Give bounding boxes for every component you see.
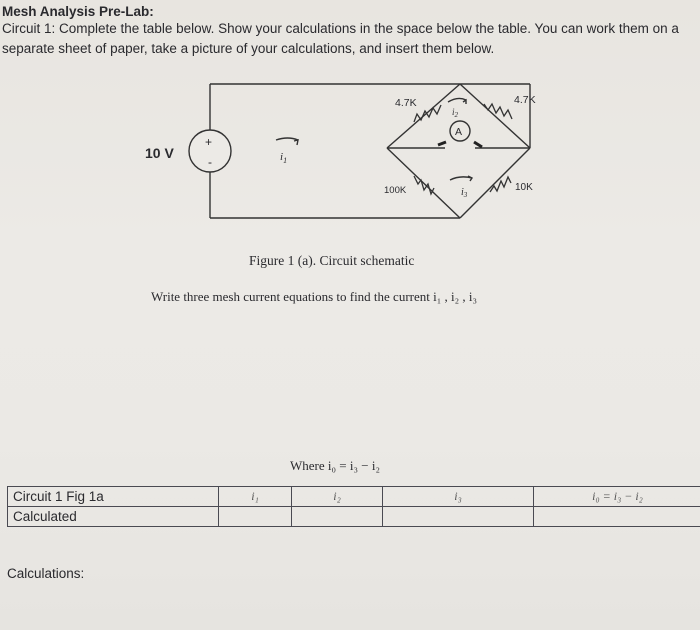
results-table xyxy=(7,486,700,527)
label-r-top-left: 4.7K xyxy=(395,97,417,109)
source-minus-sign: - xyxy=(208,155,212,169)
ammeter-terminal-left xyxy=(438,142,446,145)
lab-title: Mesh Analysis Pre-Lab: xyxy=(2,4,154,19)
mesh1-label: $i_1$ xyxy=(280,151,288,165)
resistor-bottom-left xyxy=(414,176,434,194)
mesh3-arrow-icon xyxy=(450,177,472,180)
mesh3-arrowhead-icon xyxy=(468,176,472,181)
label-r-top-right: 4.7K xyxy=(514,94,536,106)
cell-i0-value[interactable] xyxy=(534,507,700,527)
intro-line-1: Circuit 1: Complete the table below. Show your calculations in the space below the table. You can work them on a xyxy=(2,21,679,36)
label-r-bottom-right: 10K xyxy=(515,182,533,193)
mesh3-label: $i_3$ xyxy=(461,187,468,199)
row-label-circuit: Circuit 1 Fig 1a xyxy=(8,487,219,507)
cell-i1-value[interactable] xyxy=(219,507,292,527)
ammeter-label: A xyxy=(455,126,463,138)
circuit-schematic xyxy=(0,0,700,250)
cell-i2-value[interactable] xyxy=(292,507,383,527)
where-equation: Where i₀ = i₃ − i₂ xyxy=(290,458,380,473)
resistor-top-right xyxy=(484,104,512,119)
header-i3: i₃ xyxy=(383,487,534,507)
mesh1-arrow-icon xyxy=(276,138,298,140)
table-row-calculated xyxy=(8,507,700,527)
source-plus-sign: + xyxy=(205,135,213,149)
mesh2-arrowhead-icon xyxy=(463,100,466,104)
mesh-equation-instruction: Write three mesh current equations to find the current i₁ , i₂ , i₃ xyxy=(151,289,478,304)
header-i0: i₀ = i₃ − i₂ xyxy=(534,487,700,507)
header-i1: i₁ xyxy=(219,487,292,507)
mesh2-label: $i_2$ xyxy=(452,107,459,119)
label-r-bottom-left: 100K xyxy=(384,185,407,196)
row-label-calculated: Calculated xyxy=(8,507,219,527)
resistor-top-left xyxy=(414,105,441,122)
cell-i3-value[interactable] xyxy=(383,507,534,527)
bridge-left-bottom xyxy=(387,148,460,218)
header-i2: i₂ xyxy=(292,487,383,507)
bridge-left-top xyxy=(387,84,463,148)
figure-caption: Figure 1 (a). Circuit schematic xyxy=(249,253,415,268)
ammeter-terminal-right xyxy=(474,142,482,147)
table-row-header xyxy=(8,487,700,507)
intro-line-2: separate sheet of paper, take a picture of your calculations, and insert them below. xyxy=(2,41,495,56)
calculations-label: Calculations: xyxy=(7,566,85,581)
source-voltage-label: 10 V xyxy=(145,145,174,161)
mesh1-arrowhead-icon xyxy=(294,140,298,145)
